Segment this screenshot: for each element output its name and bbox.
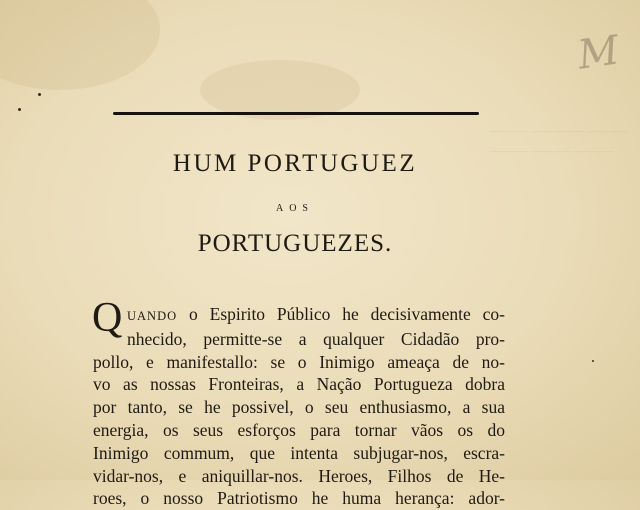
paper-stain <box>0 0 160 90</box>
paper-speck <box>592 360 594 362</box>
body-line: roes, o nosso Patriotismo he huma herança: ador- <box>93 488 505 509</box>
body-line: nhecido, permitte-se a qualquer Cidadão pro- <box>127 328 505 349</box>
body-line: UANDO o Espirito Público he decisivamente co- <box>127 304 505 324</box>
paper-speck <box>38 93 41 96</box>
paper-speck <box>18 108 21 111</box>
drop-cap: Q <box>92 295 123 341</box>
body-line: energia, os seus esforços para tornar vãos os do <box>93 419 505 440</box>
title-line-3: PORTUGUEZES. <box>197 230 393 257</box>
body-line: Inimigo commum, que intenta subjugar-nos, escra- <box>93 442 505 463</box>
first-word-smallcaps: UANDO <box>127 309 178 323</box>
header-rule <box>113 112 479 115</box>
title-line-2: AOS <box>275 203 314 214</box>
body-line: pollo, e manifestallo: se o Inimigo ameaça de no- <box>93 351 505 372</box>
body-line: vo as nossas Fronteiras, a Nação Portugueza dobra <box>93 374 505 395</box>
body-line: por tanto, se he possivel, o seu enthusiasmo, a sua <box>93 397 505 418</box>
body-text <box>93 303 505 510</box>
body-line: vidar-nos, e aniquillar-nos. Heroes, Filhos de He- <box>93 465 505 486</box>
paper-stain <box>200 60 360 120</box>
title-line-1: HUM PORTUGUEZ <box>172 150 418 177</box>
margin-annotation: M <box>574 27 622 79</box>
bleed-through-text: ——— ——— ——— <box>490 143 614 158</box>
bleed-through-text: ——— ———— ——— <box>490 123 627 138</box>
